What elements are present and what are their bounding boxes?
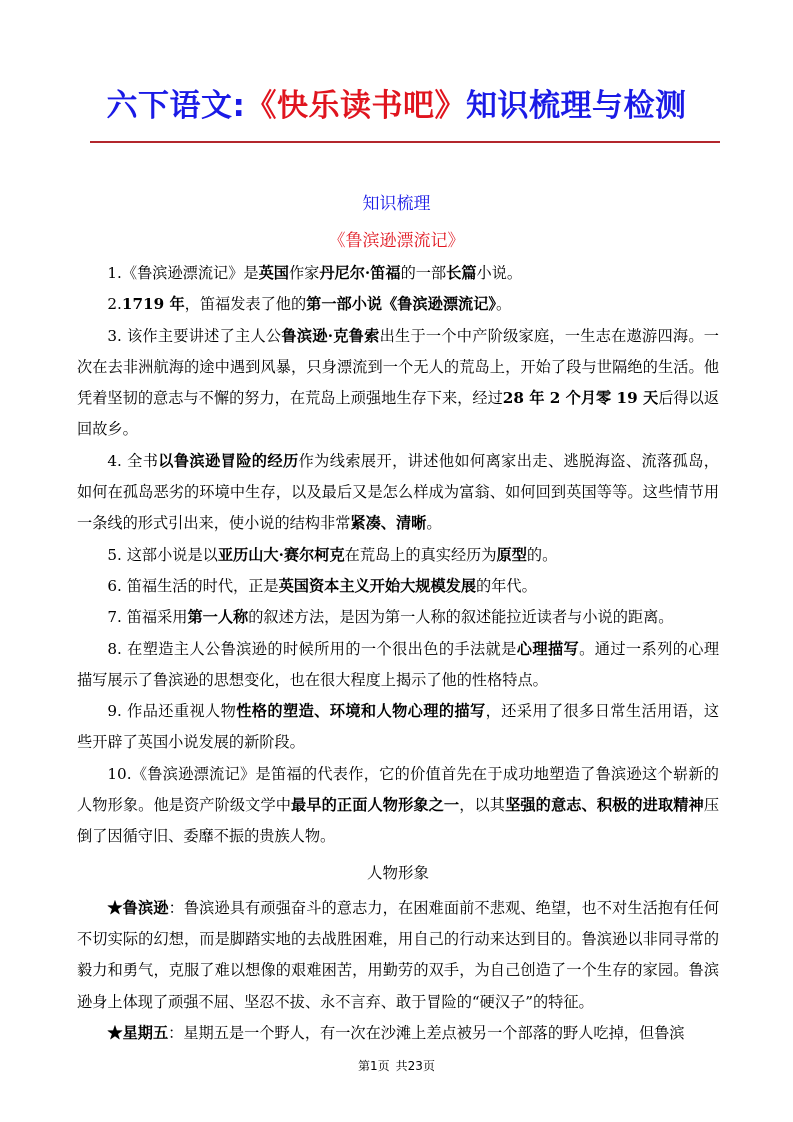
section-heading: 知识梳理 [362, 194, 431, 214]
knowledge-item-5: 5. 这部小说是以亚历山大·赛尔柯克在荒岛上的真实经历为原型的。 [107, 545, 558, 564]
knowledge-item-4: 4. 全书以鲁滨逊冒险的经历作为线索展开，讲述他如何离家出走、逃脱海盗、流落孤岛，如何在孤岛恶劣的环境中生存，以及最后又是怎么样成为富翁、如何回到英国等等。这些情节用一条线的形式引出来，使小说的结构非常紧凑、清晰。 [77, 451, 719, 533]
book-title-heading: 《鲁滨逊漂流记》 [328, 231, 465, 251]
page-number: 第1页 [358, 1059, 390, 1073]
character-crusoe-label: ★鲁滨逊 [107, 898, 169, 917]
characters-heading: 人物形象 [366, 863, 429, 882]
knowledge-item-3: 3. 该作主要讲述了主人公鲁滨逊·克鲁索出生于一个中产阶级家庭，一生志在遨游四海。一次在去非洲航海的途中遇到风暴，只身漂流到一个无人的荒岛上，开始了段与世隔绝的生活。他凭着坚韧的意志与不懈的努力，在荒岛上顽强地生存下来，经过28 年 2 个月零 19 天后得以返回故乡。 [77, 326, 720, 439]
title-part-1: 六下语文: [106, 88, 246, 124]
character-crusoe: ★鲁滨逊：鲁滨逊具有顽强奋斗的意志力，在困难面前不悲观、绝望，也不对生活抱有任何不切实际的幻想，而是脚踏实地的去战胜困难，用自己的行动来达到目的。鲁滨逊以非同寻常的毅力和勇气，克服了难以想像的艰难困苦，用勤劳的双手，为自己创造了一个生存的家园。鲁滨逊身上体现了顽强不屈、坚忍不拔、永不言弃、敢于冒险的“硬汉子”的特征。 [77, 898, 720, 1011]
knowledge-item-1: 1.《鲁滨逊漂流记》是英国作家丹尼尔·笛福的一部长篇小说。 [107, 264, 523, 282]
document-body [77, 258, 719, 1049]
title-part-3: 知识梳理与检测 [465, 88, 687, 124]
character-friday: ★星期五：星期五是一个野人，有一次在沙滩上差点被另一个部落的野人吃掉，但鲁滨 [107, 1023, 685, 1042]
knowledge-item-7: 7. 笛福采用第一人称的叙述方法，是因为第一人称的叙述能拉近读者与小说的距离。 [107, 608, 674, 627]
title-divider [90, 141, 720, 143]
knowledge-item-2: 2.1719 年，笛福发表了他的第一部小说《鲁滨逊漂流记》。 [107, 295, 512, 314]
page-footer [0, 1057, 793, 1074]
page-total: 共23页 [395, 1059, 435, 1073]
character-friday-label: ★星期五 [107, 1023, 169, 1042]
knowledge-item-9: 9. 作品还重视人物性格的塑造、环境和人物心理的描写，还采用了很多日常生活用语，这些开辟了英国小说发展的新阶段。 [77, 702, 720, 752]
knowledge-item-6: 6. 笛福生活的时代，正是英国资本主义开始大规模发展的年代。 [107, 576, 537, 595]
title-part-2: 《快乐读书吧》 [245, 88, 466, 124]
knowledge-item-8: 8. 在塑造主人公鲁滨逊的时候所用的一个很出色的手法就是心理描写。通过一系列的心理描写展示了鲁滨逊的思想变化，也在很大程度上揭示了他的性格特点。 [77, 639, 720, 689]
knowledge-item-10: 10.《鲁滨逊漂流记》是笛福的代表作，它的价值首先在于成功地塑造了鲁滨逊这个崭新的人物形象。他是资产阶级文学中最早的正面人物形象之一，以其坚强的意志、积极的进取精神压倒了因循守旧、委靡不振的贵族人物。 [77, 764, 720, 846]
document-title [0, 80, 793, 125]
